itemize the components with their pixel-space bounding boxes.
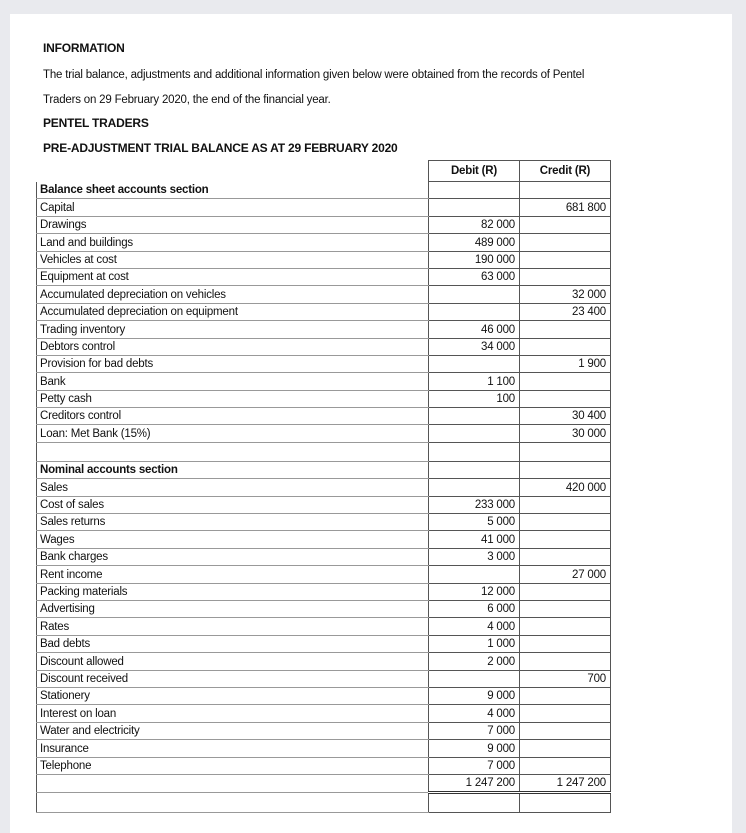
table-row bbox=[37, 286, 611, 303]
debit-cell bbox=[429, 461, 520, 478]
account-name: Discount received bbox=[37, 670, 429, 687]
debit-cell: 489 000 bbox=[429, 234, 520, 251]
debit-cell bbox=[429, 182, 520, 199]
debit-cell: 41 000 bbox=[429, 531, 520, 548]
account-name: Stationery bbox=[37, 687, 429, 704]
debit-column-header: Debit (R) bbox=[429, 161, 520, 182]
account-name: Capital bbox=[37, 199, 429, 216]
credit-cell: 1 247 200 bbox=[520, 774, 611, 792]
table-row bbox=[37, 740, 611, 757]
credit-cell: 420 000 bbox=[520, 479, 611, 496]
table-row bbox=[37, 531, 611, 548]
table-row bbox=[37, 268, 611, 285]
account-name: Telephone bbox=[37, 757, 429, 774]
credit-cell: 23 400 bbox=[520, 303, 611, 320]
table-row bbox=[37, 514, 611, 531]
table-row bbox=[37, 355, 611, 372]
credit-cell bbox=[520, 548, 611, 565]
debit-cell bbox=[429, 566, 520, 583]
credit-cell bbox=[520, 321, 611, 338]
debit-cell: 82 000 bbox=[429, 216, 520, 233]
section-header-row bbox=[37, 461, 611, 478]
credit-cell: 1 900 bbox=[520, 355, 611, 372]
debit-cell: 34 000 bbox=[429, 338, 520, 355]
credit-cell: 700 bbox=[520, 670, 611, 687]
debit-cell bbox=[429, 408, 520, 425]
credit-cell bbox=[520, 653, 611, 670]
account-name: Wages bbox=[37, 531, 429, 548]
debit-cell bbox=[429, 479, 520, 496]
debit-cell: 1 247 200 bbox=[429, 774, 520, 792]
table-title: PRE-ADJUSTMENT TRIAL BALANCE AS AT 29 FEBRUARY 2020 bbox=[43, 141, 398, 155]
account-name: Sales returns bbox=[37, 514, 429, 531]
credit-cell bbox=[520, 338, 611, 355]
table-row bbox=[37, 757, 611, 774]
account-name: Packing materials bbox=[37, 583, 429, 600]
debit-cell: 3 000 bbox=[429, 548, 520, 565]
account-name: Trading inventory bbox=[37, 321, 429, 338]
credit-cell bbox=[520, 635, 611, 652]
table-row bbox=[37, 670, 611, 687]
account-name: Cost of sales bbox=[37, 496, 429, 513]
debit-cell bbox=[429, 286, 520, 303]
intro-text-line-1: The trial balance, adjustments and additional information given below were obtained from the records of Pentel bbox=[43, 69, 585, 81]
credit-cell: 32 000 bbox=[520, 286, 611, 303]
account-name: Accumulated depreciation on vehicles bbox=[37, 286, 429, 303]
account-name: Water and electricity bbox=[37, 722, 429, 739]
account-name: Creditors control bbox=[37, 408, 429, 425]
debit-cell: 1 100 bbox=[429, 373, 520, 390]
credit-cell bbox=[520, 757, 611, 774]
table-row bbox=[37, 548, 611, 565]
credit-cell bbox=[520, 705, 611, 722]
debit-cell: 63 000 bbox=[429, 268, 520, 285]
debit-cell bbox=[429, 442, 520, 461]
table-row bbox=[37, 566, 611, 583]
credit-cell: 30 000 bbox=[520, 425, 611, 442]
debit-cell: 4 000 bbox=[429, 618, 520, 635]
table-row bbox=[37, 496, 611, 513]
account-name: Provision for bad debts bbox=[37, 355, 429, 372]
credit-cell bbox=[520, 373, 611, 390]
account-name: Rent income bbox=[37, 566, 429, 583]
document-page bbox=[10, 14, 732, 833]
debit-cell bbox=[429, 303, 520, 320]
debit-cell bbox=[429, 199, 520, 216]
balance-sheet-section-title: Balance sheet accounts section bbox=[37, 182, 429, 199]
table-row bbox=[37, 722, 611, 739]
table-row bbox=[37, 600, 611, 617]
table-row bbox=[37, 687, 611, 704]
account-name: Accumulated depreciation on equipment bbox=[37, 303, 429, 320]
account-name: Drawings bbox=[37, 216, 429, 233]
credit-cell bbox=[520, 600, 611, 617]
trial-balance-table bbox=[36, 160, 611, 813]
account-name: Land and buildings bbox=[37, 234, 429, 251]
account-name: Petty cash bbox=[37, 390, 429, 407]
table-row bbox=[37, 583, 611, 600]
credit-cell bbox=[520, 618, 611, 635]
account-name: Loan: Met Bank (15%) bbox=[37, 425, 429, 442]
credit-cell bbox=[520, 793, 611, 813]
account-name: Interest on loan bbox=[37, 705, 429, 722]
credit-cell: 30 400 bbox=[520, 408, 611, 425]
credit-cell bbox=[520, 687, 611, 704]
debit-cell bbox=[429, 793, 520, 813]
credit-cell bbox=[520, 496, 611, 513]
account-name: Vehicles at cost bbox=[37, 251, 429, 268]
spacer-row bbox=[37, 793, 611, 813]
table-row bbox=[37, 653, 611, 670]
account-name: Advertising bbox=[37, 600, 429, 617]
credit-cell bbox=[520, 216, 611, 233]
credit-cell bbox=[520, 390, 611, 407]
totals-row bbox=[37, 774, 611, 792]
company-name: PENTEL TRADERS bbox=[43, 116, 149, 130]
account-name: Debtors control bbox=[37, 338, 429, 355]
account-name: Bank charges bbox=[37, 548, 429, 565]
debit-cell: 6 000 bbox=[429, 600, 520, 617]
account-name: Discount allowed bbox=[37, 653, 429, 670]
credit-cell bbox=[520, 740, 611, 757]
account-name: Bad debts bbox=[37, 635, 429, 652]
section-heading: INFORMATION bbox=[43, 41, 125, 55]
table-row bbox=[37, 216, 611, 233]
debit-cell: 12 000 bbox=[429, 583, 520, 600]
credit-cell: 27 000 bbox=[520, 566, 611, 583]
debit-cell bbox=[429, 355, 520, 372]
table-row bbox=[37, 199, 611, 216]
table-row bbox=[37, 635, 611, 652]
debit-cell: 7 000 bbox=[429, 722, 520, 739]
table-row bbox=[37, 425, 611, 442]
credit-cell bbox=[520, 251, 611, 268]
debit-cell: 2 000 bbox=[429, 653, 520, 670]
account-name: Bank bbox=[37, 373, 429, 390]
debit-cell: 9 000 bbox=[429, 687, 520, 704]
account-name: Insurance bbox=[37, 740, 429, 757]
table-row bbox=[37, 338, 611, 355]
credit-cell bbox=[520, 722, 611, 739]
intro-text-line-2: Traders on 29 February 2020, the end of the financial year. bbox=[43, 94, 331, 106]
debit-cell: 9 000 bbox=[429, 740, 520, 757]
debit-cell: 5 000 bbox=[429, 514, 520, 531]
table-row bbox=[37, 373, 611, 390]
debit-cell: 190 000 bbox=[429, 251, 520, 268]
spacer bbox=[37, 793, 429, 813]
table-row bbox=[37, 251, 611, 268]
credit-cell bbox=[520, 268, 611, 285]
table-row bbox=[37, 321, 611, 338]
debit-cell: 1 000 bbox=[429, 635, 520, 652]
debit-cell: 46 000 bbox=[429, 321, 520, 338]
credit-cell bbox=[520, 583, 611, 600]
credit-cell: 681 800 bbox=[520, 199, 611, 216]
credit-column-header: Credit (R) bbox=[520, 161, 611, 182]
credit-cell bbox=[520, 182, 611, 199]
table-row bbox=[37, 390, 611, 407]
table-row bbox=[37, 479, 611, 496]
credit-cell bbox=[520, 234, 611, 251]
credit-cell bbox=[520, 461, 611, 478]
table-row bbox=[37, 303, 611, 320]
table-row bbox=[37, 618, 611, 635]
debit-cell bbox=[429, 425, 520, 442]
account-name: Sales bbox=[37, 479, 429, 496]
credit-cell bbox=[520, 514, 611, 531]
debit-cell: 7 000 bbox=[429, 757, 520, 774]
totals-label bbox=[37, 774, 429, 792]
credit-cell bbox=[520, 442, 611, 461]
table-row bbox=[37, 705, 611, 722]
section-header-row bbox=[37, 182, 611, 199]
debit-cell bbox=[429, 670, 520, 687]
debit-cell: 4 000 bbox=[429, 705, 520, 722]
table-row bbox=[37, 408, 611, 425]
spacer-row bbox=[37, 442, 611, 461]
table-row bbox=[37, 234, 611, 251]
account-name: Rates bbox=[37, 618, 429, 635]
spacer bbox=[37, 442, 429, 461]
nominal-section-title: Nominal accounts section bbox=[37, 461, 429, 478]
account-name: Equipment at cost bbox=[37, 268, 429, 285]
debit-cell: 100 bbox=[429, 390, 520, 407]
credit-cell bbox=[520, 531, 611, 548]
debit-cell: 233 000 bbox=[429, 496, 520, 513]
